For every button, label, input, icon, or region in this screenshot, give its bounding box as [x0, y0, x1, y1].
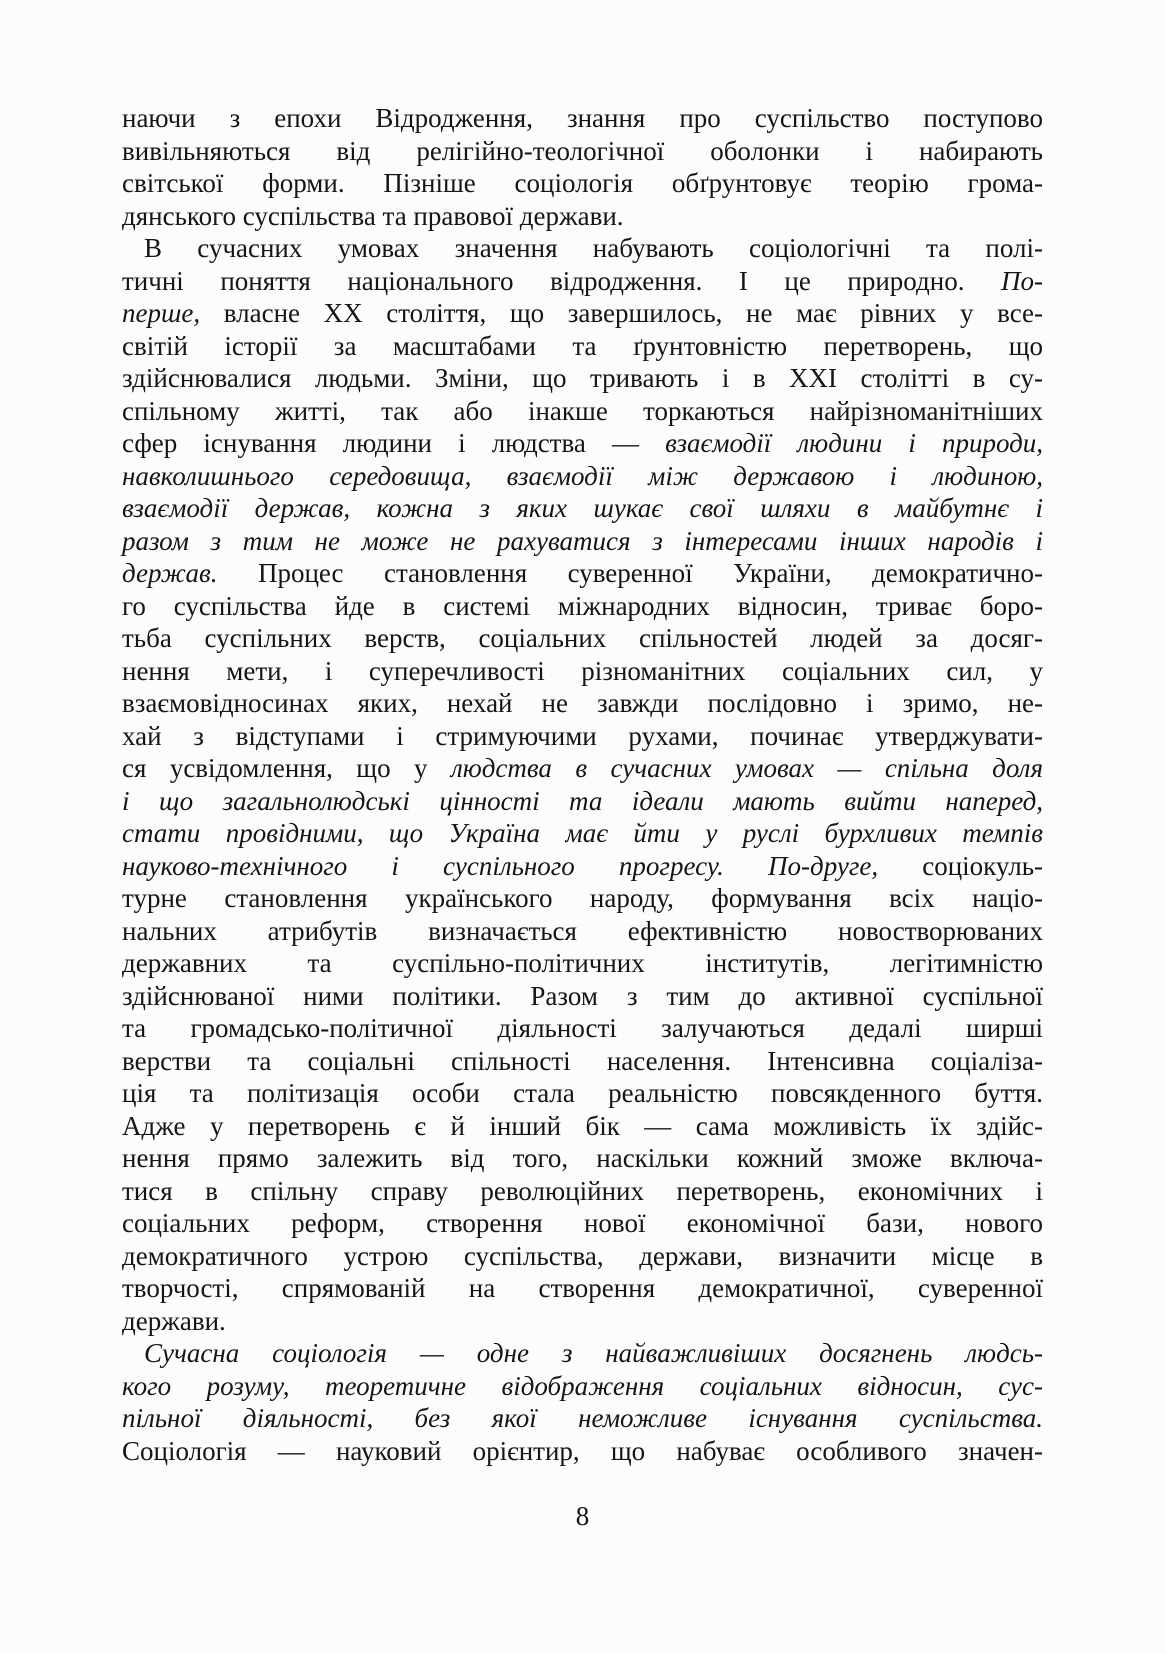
italic-text-run: пільної діяльності, без якої неможливе існування суспільства. [122, 1403, 1043, 1433]
text-line [122, 720, 1043, 753]
italic-text-run: людства в сучасних умовах — спільна доля [450, 753, 1043, 783]
text-line [122, 1240, 1043, 1273]
text-line [122, 622, 1043, 655]
text-line [122, 785, 1043, 818]
text-run: спільному житті, так або інакше торкаються найрізноманітніших [122, 395, 1043, 426]
text-run: світій історії за масштабами та ґрунтовністю перетворень, що [122, 330, 1043, 361]
text-run: соціальних реформ, створення нової економічної бази, нового [122, 1208, 1043, 1238]
text-line [122, 265, 1043, 298]
text-run: хай з відступами і стримуючими рухами, починає утверджувати- [122, 720, 1043, 751]
text-line [122, 1045, 1043, 1078]
text-line [122, 1012, 1043, 1045]
text-line [122, 752, 1043, 785]
text-line [122, 362, 1043, 395]
text-line [122, 947, 1043, 980]
text-line [122, 1402, 1043, 1435]
text-line [122, 492, 1043, 525]
italic-text-run: держав. [122, 558, 218, 588]
text-run: нення прямо залежить від того, наскільки кожний зможе включа- [122, 1143, 1043, 1173]
text-line [122, 232, 1043, 265]
text-line [122, 1207, 1043, 1240]
text-line [122, 980, 1043, 1013]
text-run: В сучасних умовах значення набувають соціологічні та полі- [144, 233, 1043, 263]
text-run: світської форми. Пізніше соціологія обґрунтовує теорію грома- [122, 168, 1043, 198]
text-block [122, 102, 1043, 1467]
text-run: Процес становлення суверенної України, демократично- [217, 558, 1043, 588]
text-run: соціокуль- [878, 850, 1043, 881]
text-line [122, 427, 1043, 460]
text-run: взаємовідносинах яких, нехай не завжди послідовно і зримо, не- [122, 688, 1043, 718]
text-line [122, 330, 1043, 363]
text-line [122, 297, 1043, 330]
text-line [122, 167, 1043, 200]
italic-text-run: взаємодії людини і природи, [665, 428, 1044, 458]
text-line [122, 200, 1043, 233]
page-number: 8 [575, 1501, 590, 1531]
italic-text-run: По- [1001, 265, 1043, 296]
text-run: здійснюваної ними політики. Разом з тим до активної суспільної [122, 980, 1043, 1011]
italic-text-run: навколишнього середовища, взаємодії між державою і людиною, [122, 460, 1043, 491]
text-line [122, 687, 1043, 720]
text-run: творчості, спрямованій на створення демократичної, суверенної [122, 1273, 1043, 1303]
text-line [122, 817, 1043, 850]
text-line [122, 590, 1043, 623]
text-run: ся усвідомлення, що у [122, 753, 451, 783]
text-run: верстви та соціальні спільності населення. Інтенсивна соціаліза- [122, 1045, 1043, 1076]
text-line [122, 102, 1043, 135]
text-line [122, 1077, 1043, 1110]
text-run: Адже у перетворень є й інший бік — сама можливість їх здійс- [122, 1110, 1043, 1141]
text-line [122, 460, 1043, 493]
text-line [122, 1435, 1043, 1468]
text-run: го суспільства йде в системі міжнародних відносин, триває боро- [122, 590, 1043, 621]
italic-text-run: перше, [122, 298, 201, 328]
text-run: вивільняються від релігійно-теологічної оболонки і набирають [122, 135, 1043, 166]
italic-text-run: разом з тим не може не рахуватися з інтересами інших народів і [122, 525, 1043, 556]
text-run: демократичного устрою суспільства, держави, визначити місце в [122, 1240, 1043, 1271]
text-line [122, 1110, 1043, 1143]
italic-text-run: стати провідними, що Україна має йти у руслі бурхливих темпів [122, 818, 1043, 848]
text-line [122, 850, 1043, 883]
text-run: та громадсько-політичної діяльності залучаються дедалі ширші [122, 1013, 1043, 1043]
text-run: тичні поняття національного відродження. І це природно. [122, 265, 1001, 296]
text-line [122, 1175, 1043, 1208]
text-run: дянського суспільства та правової держави. [122, 200, 624, 231]
text-run: тьба суспільних верств, соціальних спільностей людей за досяг- [122, 623, 1043, 653]
italic-text-run: кого розуму, теоретичне відображення соціальних відносин, сус- [122, 1370, 1043, 1401]
text-run: Соціологія — науковий орієнтир, що набуває особливого значен- [122, 1435, 1043, 1466]
text-run: ція та політизація особи стала реальністю повсякденного буття. [122, 1078, 1043, 1108]
text-run: нення мети, і суперечливості різноманітних соціальних сил, у [122, 655, 1043, 686]
text-line [122, 1142, 1043, 1175]
italic-text-run: Сучасна соціологія — одне з найважливіших досягнень людсь- [144, 1338, 1043, 1368]
text-run: турне становлення українського народу, формування всіх націо- [122, 883, 1043, 913]
text-run: здійснювалися людьми. Зміни, що тривають і в XXI столітті в су- [122, 363, 1043, 393]
text-run: власне XX століття, що завершилось, не має рівних у все- [200, 298, 1043, 328]
text-run: сфер існування людини і людства — [122, 428, 666, 458]
text-line [122, 1272, 1043, 1305]
text-line [122, 557, 1043, 590]
text-run: наючи з епохи Відродження, знання про суспільство поступово [122, 103, 1043, 133]
text-line [122, 1305, 1043, 1338]
text-line [122, 395, 1043, 428]
text-line [122, 135, 1043, 168]
text-line [122, 1337, 1043, 1370]
text-run: нальних атрибутів визначається ефективністю новостворюваних [122, 915, 1043, 946]
text-line [122, 915, 1043, 948]
text-line [122, 882, 1043, 915]
italic-text-run: взаємодії держав, кожна з яких шукає свої шляхи в майбутнє і [122, 493, 1043, 523]
italic-text-run: і що загальнолюдські цінності та ідеали мають вийти наперед, [122, 785, 1043, 816]
text-line [122, 525, 1043, 558]
text-run: держави. [122, 1305, 226, 1336]
text-run: тися в спільну справу революційних перетворень, економічних і [122, 1175, 1043, 1206]
text-line [122, 1370, 1043, 1403]
text-run: державних та суспільно-політичних інститутів, легітимністю [122, 948, 1043, 978]
text-line [122, 655, 1043, 688]
italic-text-run: науково-технічного і суспільного прогресу. По-друге, [122, 850, 879, 881]
